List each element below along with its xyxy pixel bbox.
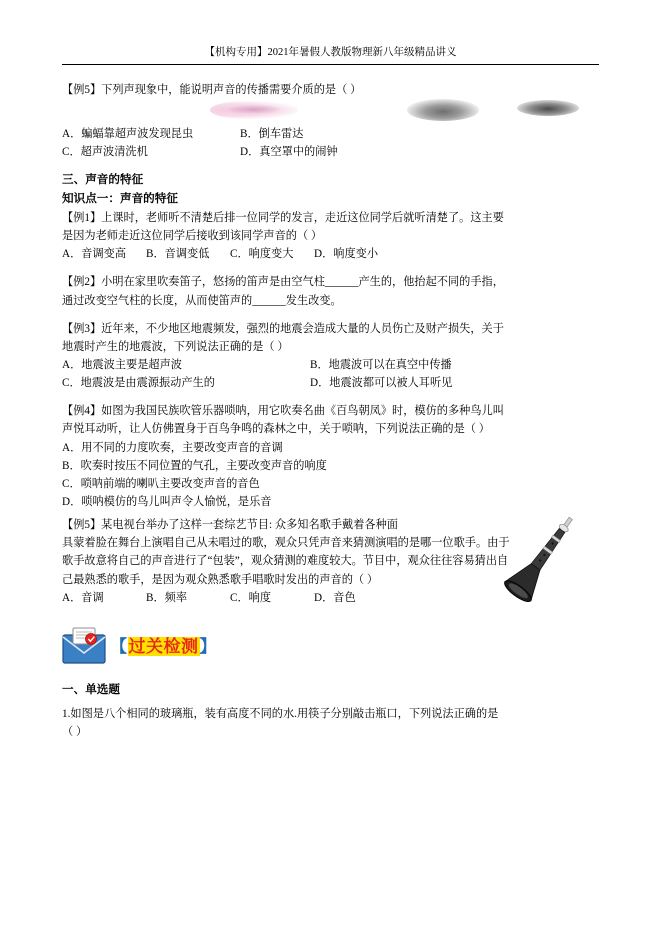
example1-options	[62, 245, 599, 263]
example5-top-options-row1	[62, 125, 599, 143]
example3-options-row2	[62, 374, 599, 392]
example4-optionB: B．吹奏时按压不同位置的气孔，主要改变声音的响度	[62, 459, 327, 472]
example5-top-stem: 【例5】下列声现象中，能说明声音的传播需要介质的是（ ）	[62, 84, 362, 96]
example5-bottom-line3: 歌手故意将自己的声音进行了“包装”，观众猜测的难度较大。节目中，观众往往容易猜出自	[62, 555, 509, 568]
example2-line1: 【例2】小明在家里吹奏笛子，悠扬的笛声是由空气柱______产生的，他抬起不同的手指，	[62, 276, 504, 289]
example5-top-optionA: A．蝙蝠靠超声波发现昆虫	[62, 128, 194, 141]
section-banner-pass-check	[62, 625, 599, 671]
example1-optionC: C．响度变大	[230, 248, 294, 261]
example5-top-images	[62, 99, 599, 125]
ultrasonic-cleaner-photo	[517, 100, 579, 116]
car-radar-photo	[407, 99, 479, 121]
example3-options-row1	[62, 356, 599, 374]
example2-line2: 通过改变空气柱的长度，从而使笛声的______发生改变。	[62, 294, 342, 307]
knowledge-point-1-title: 知识点一：声音的特征	[62, 192, 178, 206]
banner-title	[110, 633, 217, 661]
banner-bracket-left: 【	[110, 636, 128, 656]
example1-optionD: D．响度变小	[314, 248, 379, 261]
example4-line1: 【例4】如图为我国民族吹管乐器唢呐，用它吹奏名曲《百鸟朝凤》时，模仿的多种鸟儿叫	[62, 405, 504, 418]
example4-optionC: C．唢呐前端的喇叭主要改变声音的音色	[62, 477, 260, 490]
suona-instrument-icon	[485, 508, 603, 606]
example4-line2: 声悦耳动听，让人仿佛置身于百鸟争鸣的森林之中，关于唢呐，下列说法正确的是（ ）	[62, 423, 490, 436]
example1-line1: 【例1】上课时，老师听不清楚后排一位同学的发言，走近这位同学后就听清楚了。这主要	[62, 211, 504, 224]
example3-optionB: B．地震波可以在真空中传播	[310, 358, 452, 371]
example5-bottom-optionB: B．频率	[146, 591, 188, 604]
example1-optionA: A．音调变高	[62, 248, 127, 261]
example5-bottom-optionC: C．响度	[230, 591, 272, 604]
example3-line2: 地震时产生的地震波，下列说法正确的是（ ）	[62, 340, 289, 353]
example5-bottom-optionA: A．音调	[62, 591, 104, 604]
bat-photo	[210, 101, 298, 119]
example5-top-optionD: D．真空罩中的闹钟	[240, 146, 338, 159]
quiz-q1-line2: （ ）	[62, 725, 88, 738]
envelope-icon	[62, 627, 106, 665]
example5-bottom-line1: 【例5】某电视台举办了这样一套综艺节目: 众多知名歌手戴着各种面	[62, 519, 398, 532]
quiz-q1-line1: 1.如图是八个相同的玻璃瓶，装有高度不同的水.用筷子分别敲击瓶口，下列说法正确的是	[62, 707, 499, 720]
example5-top-optionC: C．超声波清洗机	[62, 146, 148, 159]
example5-top-optionB: B．倒车雷达	[240, 128, 304, 141]
example1-line2: 是因为老师走近这位同学后接收到该同学声音的（ ）	[62, 230, 323, 243]
example3-optionC: C．地震波是由震源振动产生的	[62, 377, 215, 390]
example5-bottom-line2: 具蒙着脸在舞台上演唱自己从未唱过的歌，观众只凭声音来猜测演唱的是哪一位歌手。由于	[62, 537, 510, 550]
quiz-heading: 一、单选题	[62, 682, 120, 696]
page-header: 【机构专用】2021年暑假人教版物理新八年级精品讲义	[204, 47, 457, 58]
example5-bottom-line4: 己最熟悉的歌手，是因为观众熟悉歌手唱歌时发出的声音的（ ）	[62, 573, 379, 586]
section-title-3: 三、声音的特征	[62, 173, 144, 187]
example1-optionB: B．音调变低	[146, 248, 210, 261]
banner-title-text: 过关检测	[128, 636, 199, 656]
example4-optionA: A．用不同的力度吹奏，主要改变声音的音调	[62, 441, 283, 454]
example3-optionA: A．地震波主要是超声波	[62, 358, 182, 371]
example3-optionD: D．地震波都可以被人耳听见	[310, 377, 453, 390]
document-body	[62, 65, 599, 741]
banner-bracket-right: 】	[199, 636, 217, 656]
example5-bottom-optionD: D．音色	[314, 591, 356, 604]
example5-top-options-row2	[62, 143, 599, 161]
example4-optionD: D．唢呐模仿的鸟儿叫声令人愉悦，是乐音	[62, 495, 272, 508]
example3-line1: 【例3】近年来，不少地区地震频发，强烈的地震会造成大量的人员伤亡及财产损失，关于	[62, 322, 504, 335]
